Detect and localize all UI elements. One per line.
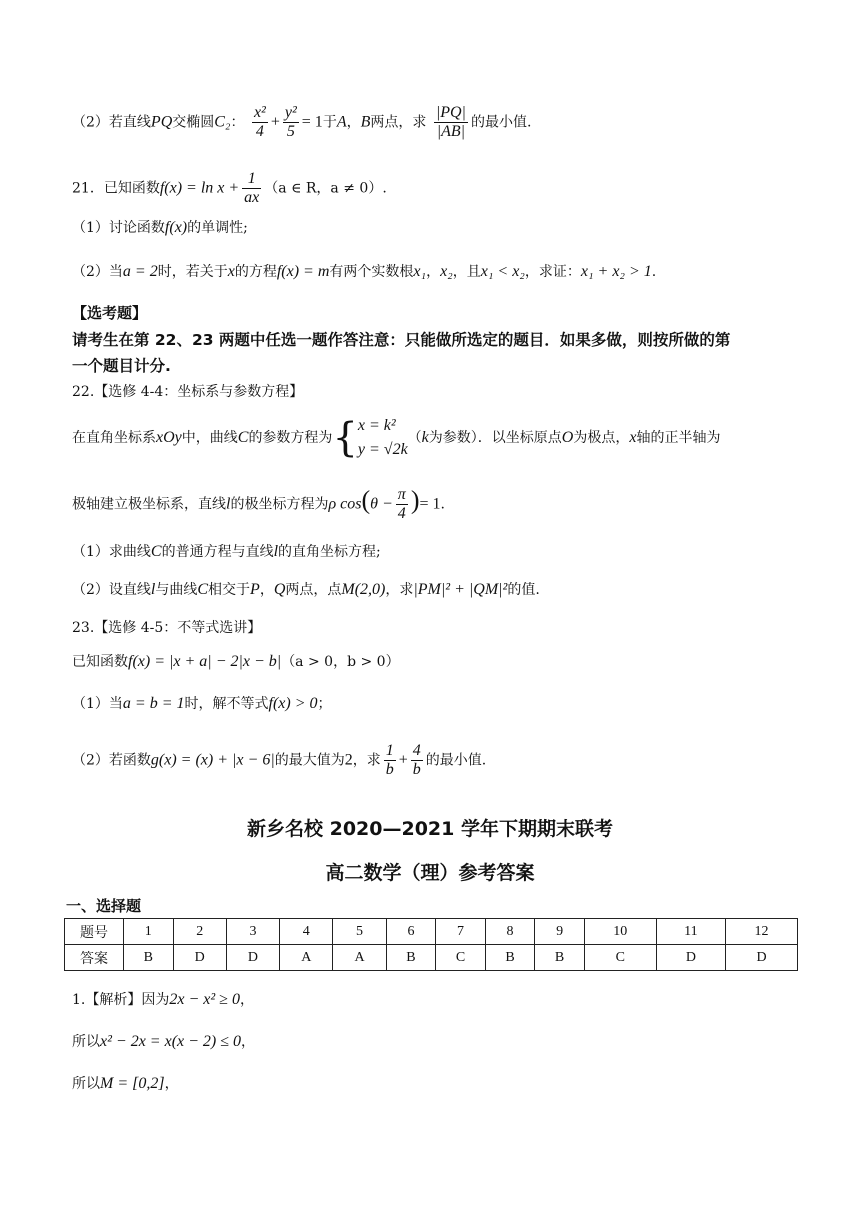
cell-number: 4 (280, 919, 333, 945)
cell-number: 5 (333, 919, 386, 945)
sol1-line2: 所以x² − 2x = x(x − 2) ≤ 0， (72, 1033, 256, 1050)
elective-heading: 【选考题】 (72, 304, 148, 322)
cell-number: 3 (226, 919, 279, 945)
cell-answer: D (656, 945, 725, 971)
cell-answer: D (173, 945, 226, 971)
fraction-1-over-ax: $\frac{1}{ax}$ (244, 170, 260, 206)
cell-answer: B (485, 945, 535, 971)
row-label: 答案 (65, 945, 124, 971)
q21-part2: （2）当a = 2时，若关于x的方程f(x) = m有两个实数根x₁，x₂，且x₁ < x₂，求证：x₁ + x₂ > 1. (72, 263, 657, 280)
q21-stem (72, 170, 387, 207)
elective-note-line2: 一个题目计分. (72, 357, 171, 375)
cell-answer: A (280, 945, 333, 971)
q21-text: （1）讨论函数 (72, 220, 165, 236)
q20-c2: C₂ (214, 113, 231, 131)
cell-number: 6 (386, 919, 436, 945)
q20-text: 两点，求 (370, 114, 427, 131)
q21-fx: f(x) (164, 219, 188, 236)
table-row-answers (65, 945, 798, 971)
answer-title: 新乡名校 2020—2021 学年下期期末联考 (247, 818, 613, 840)
cell-number: 9 (535, 919, 585, 945)
fraction-y2-over-5: $\frac{\text{y²}}{5}$ (284, 104, 297, 140)
cell-answer: B (535, 945, 585, 971)
cell-number: 11 (656, 919, 725, 945)
sol1-line1: 1.【解析】因为2x − x² ≥ 0， (72, 991, 254, 1008)
q22-part1: （1）求曲线C的普通方程与直线l的直角坐标方程; (72, 543, 381, 560)
fraction-x2-over-4: $\frac{\text{x²}}{4}$ (253, 104, 266, 140)
cell-number: 1 (124, 919, 174, 945)
q23-part1: （1）当a = b = 1时，解不等式f(x) > 0； (72, 695, 332, 712)
cell-answer: D (226, 945, 279, 971)
q21-text: 21．已知函数 (72, 180, 160, 197)
q23-line1: 已知函数f(x) = |x + a| − 2|x − b|（a > 0，b > 0） (72, 653, 400, 670)
sol1-line3: 所以M = [0,2]， (72, 1075, 179, 1092)
q20-part2: （2）若直线PQ交椭圆C₂： $\frac{\text{x²}}{4}$ + $\frac{\text{y²}}{5}$ = 1于A，B两点，求 $\frac{|PQ|}{|AB|}$ 的最小值. (72, 104, 532, 140)
q20-b: B (360, 113, 371, 131)
cell-answer: C (436, 945, 486, 971)
fraction-pq-over-ab: $\frac{|PQ|}{|AB|}$ (435, 104, 466, 140)
q20-colon: ： (230, 114, 245, 131)
elective-note-line1: 请考生在第 22、23 两题中任选一题作答注意：只能做所选定的题目．如果多做，则按所做的第 (72, 331, 731, 349)
section-choice-heading: 一、选择题 (66, 897, 142, 915)
row-label: 题号 (65, 919, 124, 945)
left-brace: { (332, 415, 358, 461)
q20-a: A (336, 113, 347, 131)
q22-heading: 22.【选修 4-4：坐标系与参数方程】 (72, 384, 304, 400)
fraction-1-over-b: $\frac{1}{b}$ (385, 742, 394, 778)
q20-pq: PQ (150, 113, 173, 131)
cell-number: 10 (584, 919, 656, 945)
q23-heading: 23.【选修 4-5：不等式选讲】 (72, 620, 262, 636)
answer-subtitle: 高二数学（理）参考答案 (325, 862, 535, 884)
cell-answer: D (726, 945, 798, 971)
cell-number: 7 (436, 919, 486, 945)
cell-number: 12 (726, 919, 798, 945)
q21-text: 的单调性; (187, 220, 248, 236)
q21-function: f(x) = ln x + (159, 179, 240, 197)
fraction-pi-over-4: $\frac{\pi}{4}$ (397, 486, 406, 522)
answer-table (64, 918, 798, 971)
q22-line2: 极轴建立极坐标系，直线l的极坐标方程为ρ cos(θ − $\frac{\pi}{4}$ )= 1. (72, 485, 445, 522)
q20-text: 于 (322, 114, 337, 131)
q20-text: （2）若直线 (72, 114, 151, 131)
cell-answer: B (124, 945, 174, 971)
cell-answer: A (333, 945, 386, 971)
q20-text: ， (346, 114, 361, 131)
cell-answer: B (386, 945, 436, 971)
cell-number: 8 (485, 919, 535, 945)
q22-line1: 在直角坐标系xOy中，曲线C的参数方程为{ x = k² y = √2k （k为参数）．以坐标原点O为极点，x轴的正半轴为 (72, 415, 721, 461)
q23-part2: （2）若函数g(x) = (x) + |x − 6|的最大值为2，求 $\frac{1}{b}$ + $\frac{4}{b}$ 的最小值. (72, 742, 487, 778)
q21-part1 (72, 218, 248, 238)
cell-number: 2 (173, 919, 226, 945)
q20-text: 的最小值. (470, 114, 532, 131)
table-row-numbers (65, 919, 798, 945)
q21-condition: （a ∈ R，a ≠ 0）. (264, 180, 387, 197)
q20-text: 交椭圆 (172, 114, 215, 131)
q22-part2: （2）设直线l与曲线C相交于P，Q两点，点M(2,0)，求|PM|² + |QM|²的值. (72, 581, 540, 598)
q20-eq: = 1 (301, 113, 323, 131)
cell-answer: C (584, 945, 656, 971)
parametric-system: x = k² y = √2k (357, 417, 408, 458)
fraction-4-over-b: $\frac{4}{b}$ (412, 742, 421, 778)
